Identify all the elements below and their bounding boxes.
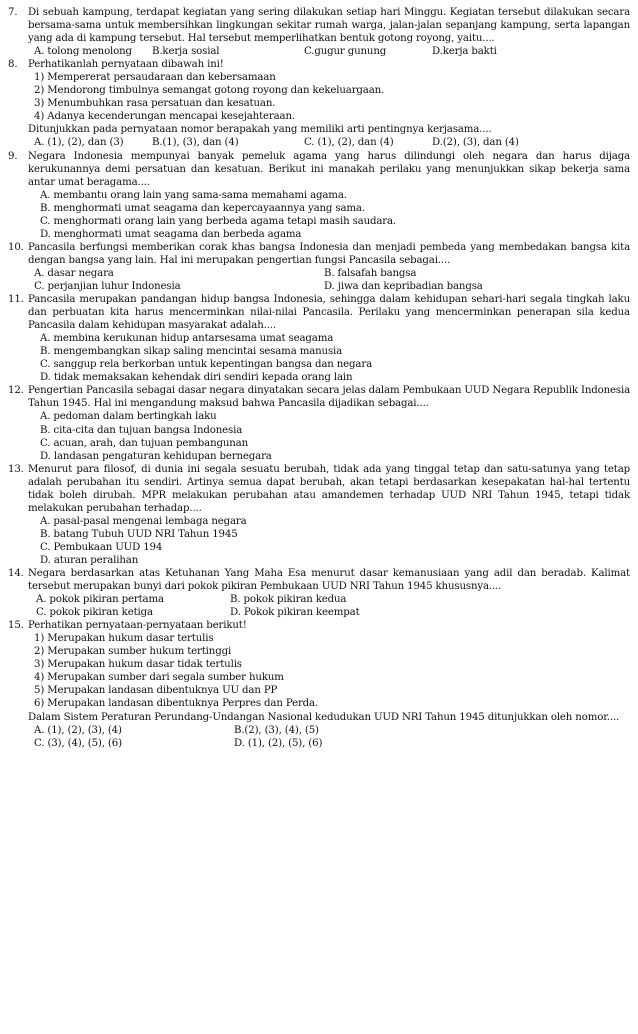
option-b[interactable]: B.(2), (3), (4), (5): [234, 724, 319, 736]
option-c[interactable]: C. perjanjian luhur Indonesia: [34, 280, 181, 292]
statement: 2) Merupakan sumber hukum tertinggi: [34, 646, 232, 658]
statement: 4) Adanya kecenderungan mencapai kesejahteraan.: [34, 111, 295, 123]
option-a[interactable]: A. pedoman dalam bertingkah laku: [40, 411, 217, 423]
question-number: 12.: [8, 385, 24, 397]
options-row: [34, 136, 630, 149]
statement: 4) Merupakan sumber dari segala sumber hukum: [34, 672, 284, 684]
option-c[interactable]: C. (3), (4), (5), (6): [34, 737, 122, 749]
question-number: 15.: [8, 620, 24, 632]
question-15: [8, 619, 630, 749]
options-row: [34, 45, 630, 58]
option-b[interactable]: B. falsafah bangsa: [324, 267, 417, 279]
question-12: [8, 384, 630, 462]
question-number: 7.: [8, 7, 18, 18]
question-text: Pancasila berfungsi memberikan corak khas bangsa Indonesia dan menjadi pembeda yang membedakan bangsa kita dengan bangsa yang lain. Hal ini merupakan pengertian fungsi Pancasila sebagai....: [28, 241, 630, 266]
question-number: 8.: [8, 59, 18, 71]
option-b[interactable]: B. pokok pikiran kedua: [230, 594, 347, 606]
option-c[interactable]: C. pokok pikiran ketiga: [36, 607, 153, 619]
question-number: 11.: [8, 294, 24, 306]
option-a[interactable]: A. membantu orang lain yang sama-sama memahami agama.: [40, 189, 347, 201]
question-14: [8, 567, 630, 619]
question-text: Negara Indonesia mempunyai banyak pemeluk agama yang harus dilindungi oleh negara dan harus dijaga kerukunannya demi persatuan dan kesatuan. Berikut ini manakah perilaku yang menunjukkan sikap bekerja sama antar umat beragama....: [28, 150, 630, 188]
question-number: 14.: [8, 568, 24, 580]
question-text: Perhatikan pernyataan-pernyataan berikut!: [28, 620, 247, 632]
statement: 1) Merupakan hukum dasar tertulis: [34, 633, 214, 645]
options-row: [34, 280, 630, 293]
option-d[interactable]: D. menghormati umat seagama dan berbeda agama: [40, 228, 302, 240]
question-text: Negara berdasarkan atas Ketuhanan Yang Maha Esa menurut dasar kemanusiaan yang adil dan beradab. Kalimat tersebut merupakan bunyi dari pokok pikiran Pembukaan UUD NRI Tahun 1945 khususnya....: [28, 568, 630, 593]
options-list: [40, 410, 630, 462]
options-row: [34, 724, 630, 737]
option-d[interactable]: D.kerja bakti: [432, 46, 497, 58]
option-c[interactable]: C.gugur gunung: [304, 46, 387, 58]
question-text: Di sebuah kampung, terdapat kegiatan yang sering dilakukan setiap hari Minggu. Kegiatan tersebut dilakukan secara bersama-sama untuk membersihkan lingkungan sekitar rumah warga, jalan-jalan sepanjang kampung, serta lapangan yang ada di kampung tersebut. Hal tersebut memperlihatkan bentuk gotong royong, yaitu....: [28, 7, 630, 45]
statement: 1) Mempererat persaudaraan dan kebersamaan: [34, 72, 276, 84]
option-c[interactable]: C. Pembukaan UUD 194: [40, 541, 163, 553]
statement: 3) Menumbuhkan rasa persatuan dan kesatuan.: [34, 98, 276, 110]
option-d[interactable]: D. Pokok pikiran keempat: [230, 607, 360, 619]
options-list: [40, 189, 630, 241]
question-text: Pengertian Pancasila sebagai dasar negara dinyatakan secara jelas dalam Pembukaan UUD Negara Republik Indonesia Tahun 1945. Hal ini mengandung maksud bahwa Pancasila dijadikan sebagai....: [28, 385, 630, 410]
question-7: [8, 6, 630, 58]
question-8: [8, 58, 630, 149]
question-number: 13.: [8, 463, 24, 475]
question-number: 9.: [8, 150, 18, 162]
question-text: Pancasila merupakan pandangan hidup bangsa Indonesia, sehingga dalam kehidupan sehari-hari segala tingkah laku dan perbuatan kita harus mencerminkan nilai-nilai Pancasila. Perilaku yang mencerminkan penerapan sila kedua Pancasila dalam kehidupan masyarakat adalah....: [28, 294, 630, 332]
option-a[interactable]: A. (1), (2), dan (3): [34, 137, 124, 149]
option-b[interactable]: B.(1), (3), dan (4): [152, 137, 239, 149]
question-text: Perhatikanlah pernyataan dibawah ini!: [28, 59, 224, 71]
question-number: 10.: [8, 241, 24, 253]
option-d[interactable]: D. jiwa dan kepribadian bangsa: [324, 280, 483, 292]
option-c[interactable]: C. menghormati orang lain yang berbeda agama tetapi masih saudara.: [40, 215, 397, 227]
option-c[interactable]: C. (1), (2), dan (4): [304, 137, 394, 149]
options-list: [40, 332, 630, 384]
option-d[interactable]: D. tidak memaksakan kehendak diri sendiri kepada orang lain: [40, 372, 353, 384]
question-11: [8, 293, 630, 384]
options-row: [34, 737, 630, 750]
option-d[interactable]: D. landasan pengaturan kehidupan bernegara: [40, 450, 272, 462]
statement: 2) Mendorong timbulnya semangat gotong royong dan kekeluargaan.: [34, 85, 385, 97]
option-b[interactable]: B. cita-cita dan tujuan bangsa Indonesia: [40, 424, 243, 436]
option-a[interactable]: A. tolong menolong: [34, 46, 132, 58]
question-10: [8, 241, 630, 293]
option-b[interactable]: B. mengembangkan sikap saling mencintai sesama manusia: [40, 346, 343, 358]
statement: 3) Merupakan hukum dasar tidak tertulis: [34, 659, 242, 671]
option-d[interactable]: D. aturan peralihan: [40, 554, 139, 566]
statement: 5) Merupakan landasan dibentuknya UU dan PP: [34, 685, 278, 697]
option-c[interactable]: C. sanggup rela berkorban untuk kepentingan bangsa dan negara: [40, 359, 372, 371]
statement: 6) Merupakan landasan dibentuknya Perpres dan Perda.: [34, 698, 319, 710]
question-prompt: Ditunjukkan pada pernyataan nomor berapakah yang memiliki arti pentingnya kerjasama....: [28, 124, 492, 136]
option-c[interactable]: C. acuan, arah, dan tujuan pembangunan: [40, 437, 249, 449]
option-d[interactable]: D. (1), (2), (5), (6): [234, 737, 323, 749]
option-a[interactable]: A. pokok pikiran pertama: [36, 594, 164, 606]
options-row: [36, 593, 630, 606]
option-a[interactable]: A. membina kerukunan hidup antarsesama umat seagama: [40, 333, 334, 345]
statement-list: [34, 632, 630, 710]
options-row: [36, 606, 630, 619]
option-b[interactable]: B. menghormati umat seagama dan kepercayaannya yang sama.: [40, 202, 365, 214]
option-b[interactable]: B. batang Tubuh UUD NRI Tahun 1945: [40, 528, 238, 540]
option-a[interactable]: A. dasar negara: [34, 267, 114, 279]
question-9: [8, 150, 630, 241]
option-a[interactable]: A. pasal-pasal mengenai lembaga negara: [40, 515, 247, 527]
option-a[interactable]: A. (1), (2), (3), (4): [34, 724, 122, 736]
option-d[interactable]: D.(2), (3), dan (4): [432, 137, 519, 149]
question-prompt: Dalam Sistem Peraturan Perundang-Undangan Nasional kedudukan UUD NRI Tahun 1945 ditunjukkan oleh nomor....: [28, 711, 620, 723]
question-13: [8, 463, 630, 567]
options-list: [40, 515, 630, 567]
option-b[interactable]: B.kerja sosial: [152, 46, 220, 58]
options-row: [34, 267, 630, 280]
question-text: Menurut para filosof, di dunia ini segala sesuatu berubah, tidak ada yang tinggal tetap dan satu-satunya yang tetap adalah perubahan itu sendiri. Artinya semua dapat berubah, akan tetapi berdasarkan kesepakatan hal-hal tertentu tidak boleh dirubah. MPR melakukan perubahan atau amandemen terhadap UUD NRI Tahun 1945, tetapi tidak melakukan perubahan terhadap....: [28, 463, 630, 514]
statement-list: [34, 71, 630, 123]
